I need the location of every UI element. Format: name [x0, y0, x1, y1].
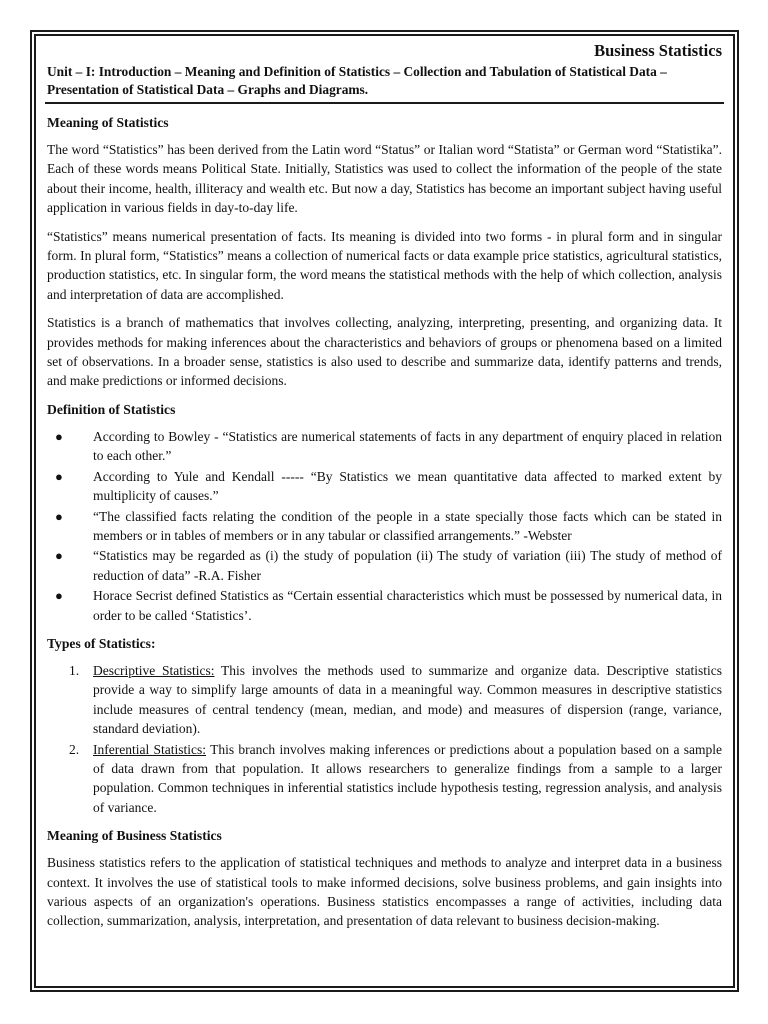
definition-list [47, 427, 722, 625]
meaning-paragraph-3: Statistics is a branch of mathematics that involves collecting, analyzing, interpreting, presenting, and organizing data. It provides methods for making inferences about the characteristics and behaviors of groups or phenomena based on a limited set of observations. In a broader sense, statistics is also used to describe and summarize data, identify patterns and trends, and make predictions or informed decisions. [47, 315, 722, 389]
meaning-paragraph-1: The word “Statistics” has been derived from the Latin word “Status” or Italian word “Statista” or German word “Statistika”. Each of these words means Political State. Initially, Statistics was used to collect the information of the people of the state about their income, health, illiteracy and wealth etc. But now a day, Statistics has become an important subject having useful application in various fields in day-to-day life. [47, 142, 722, 216]
definition-text: “The classified facts relating the condition of the people in a state specially those facts which can be stated in members or in tables of members or in any tabular or classified arrangements.” -Webster [93, 508, 722, 543]
types-list [47, 661, 722, 817]
types-item-descriptive [47, 661, 722, 739]
bullet-icon: ● [55, 548, 63, 564]
definition-item [47, 427, 722, 466]
definition-item [47, 467, 722, 506]
definition-text: “Statistics may be regarded as (i) the study of population (ii) The study of variation (iii) The study of method of reduction of data” -R.A. Fisher [93, 548, 722, 583]
page-content [47, 40, 722, 940]
type-text: This involves the methods used to summarize and organize data. Descriptive statistics provide a way to simplify large amounts of data in a meaningful way. Common measures in descriptive statistics include measures of central tendency (mean, median, and mode) and measures of dispersion (range, variance, standard deviation). [93, 662, 722, 737]
bullet-icon: ● [55, 428, 63, 444]
business-paragraph: Business statistics refers to the application of statistical techniques and methods to analyze and interpret data in a business context. It involves the use of statistical tools to make informed decisions, solve business problems, and gain insights into various aspects of an organization's operations. Business statistics encompasses a range of activities, including data collection, summarization, analysis, interpretation, and presentation of data relevant to business decision-making. [47, 855, 722, 929]
list-number: 1. [69, 662, 80, 678]
business-heading: Meaning of Business Statistics [47, 828, 222, 844]
types-heading: Types of Statistics: [47, 635, 156, 651]
meaning-paragraph-2: “Statistics” means numerical presentation of facts. Its meaning is divided into two forms - in plural form and in singular form. In plural form, “Statistics” means a collection of numerical facts or data example price statistics, agricultural statistics, production statistics, etc. In singular form, the word means the statistical methods with the help of which collection, analysis and interpretation of data are accomplished. [47, 228, 722, 302]
definition-text: According to Bowley - “Statistics are numerical statements of facts in any department of enquiry placed in relation to each other.” [93, 428, 722, 464]
header-divider [45, 102, 724, 104]
bullet-icon: ● [55, 588, 63, 604]
unit-heading: Unit – I: Introduction – Meaning and Definition of Statistics – Collection and Tabulation of Statistical Data – Presentation of Statistical Data – Graphs and Diagrams. [47, 64, 667, 97]
bullet-icon: ● [55, 508, 63, 524]
bullet-icon: ● [55, 468, 63, 484]
definition-item [47, 586, 722, 625]
types-item-inferential [47, 740, 722, 818]
definition-item [47, 507, 722, 546]
list-number: 2. [69, 741, 80, 757]
document-title: Business Statistics [594, 41, 722, 60]
type-term: Inferential Statistics: [93, 741, 207, 757]
definition-text: Horace Secrist defined Statistics as “Certain essential characteristics which must be possessed by numerical data, in order to be called ‘Statistics’. [93, 588, 722, 623]
type-text: This branch involves making inferences or predictions about a population based on a sample of data drawn from that population. It allows researchers to generalize findings from a sample to a larger population. Common techniques in inferential statistics include hypothesis testing, regression analysis, and analysis of variance. [93, 741, 722, 815]
type-term: Descriptive Statistics: [93, 662, 215, 678]
definition-item [47, 546, 722, 585]
meaning-heading: Meaning of Statistics [47, 115, 169, 130]
definition-heading: Definition of Statistics [47, 401, 176, 417]
definition-text: According to Yule and Kendall ----- “By Statistics we mean quantitative data affected to marked extent by multiplicity of causes.” [93, 468, 722, 504]
